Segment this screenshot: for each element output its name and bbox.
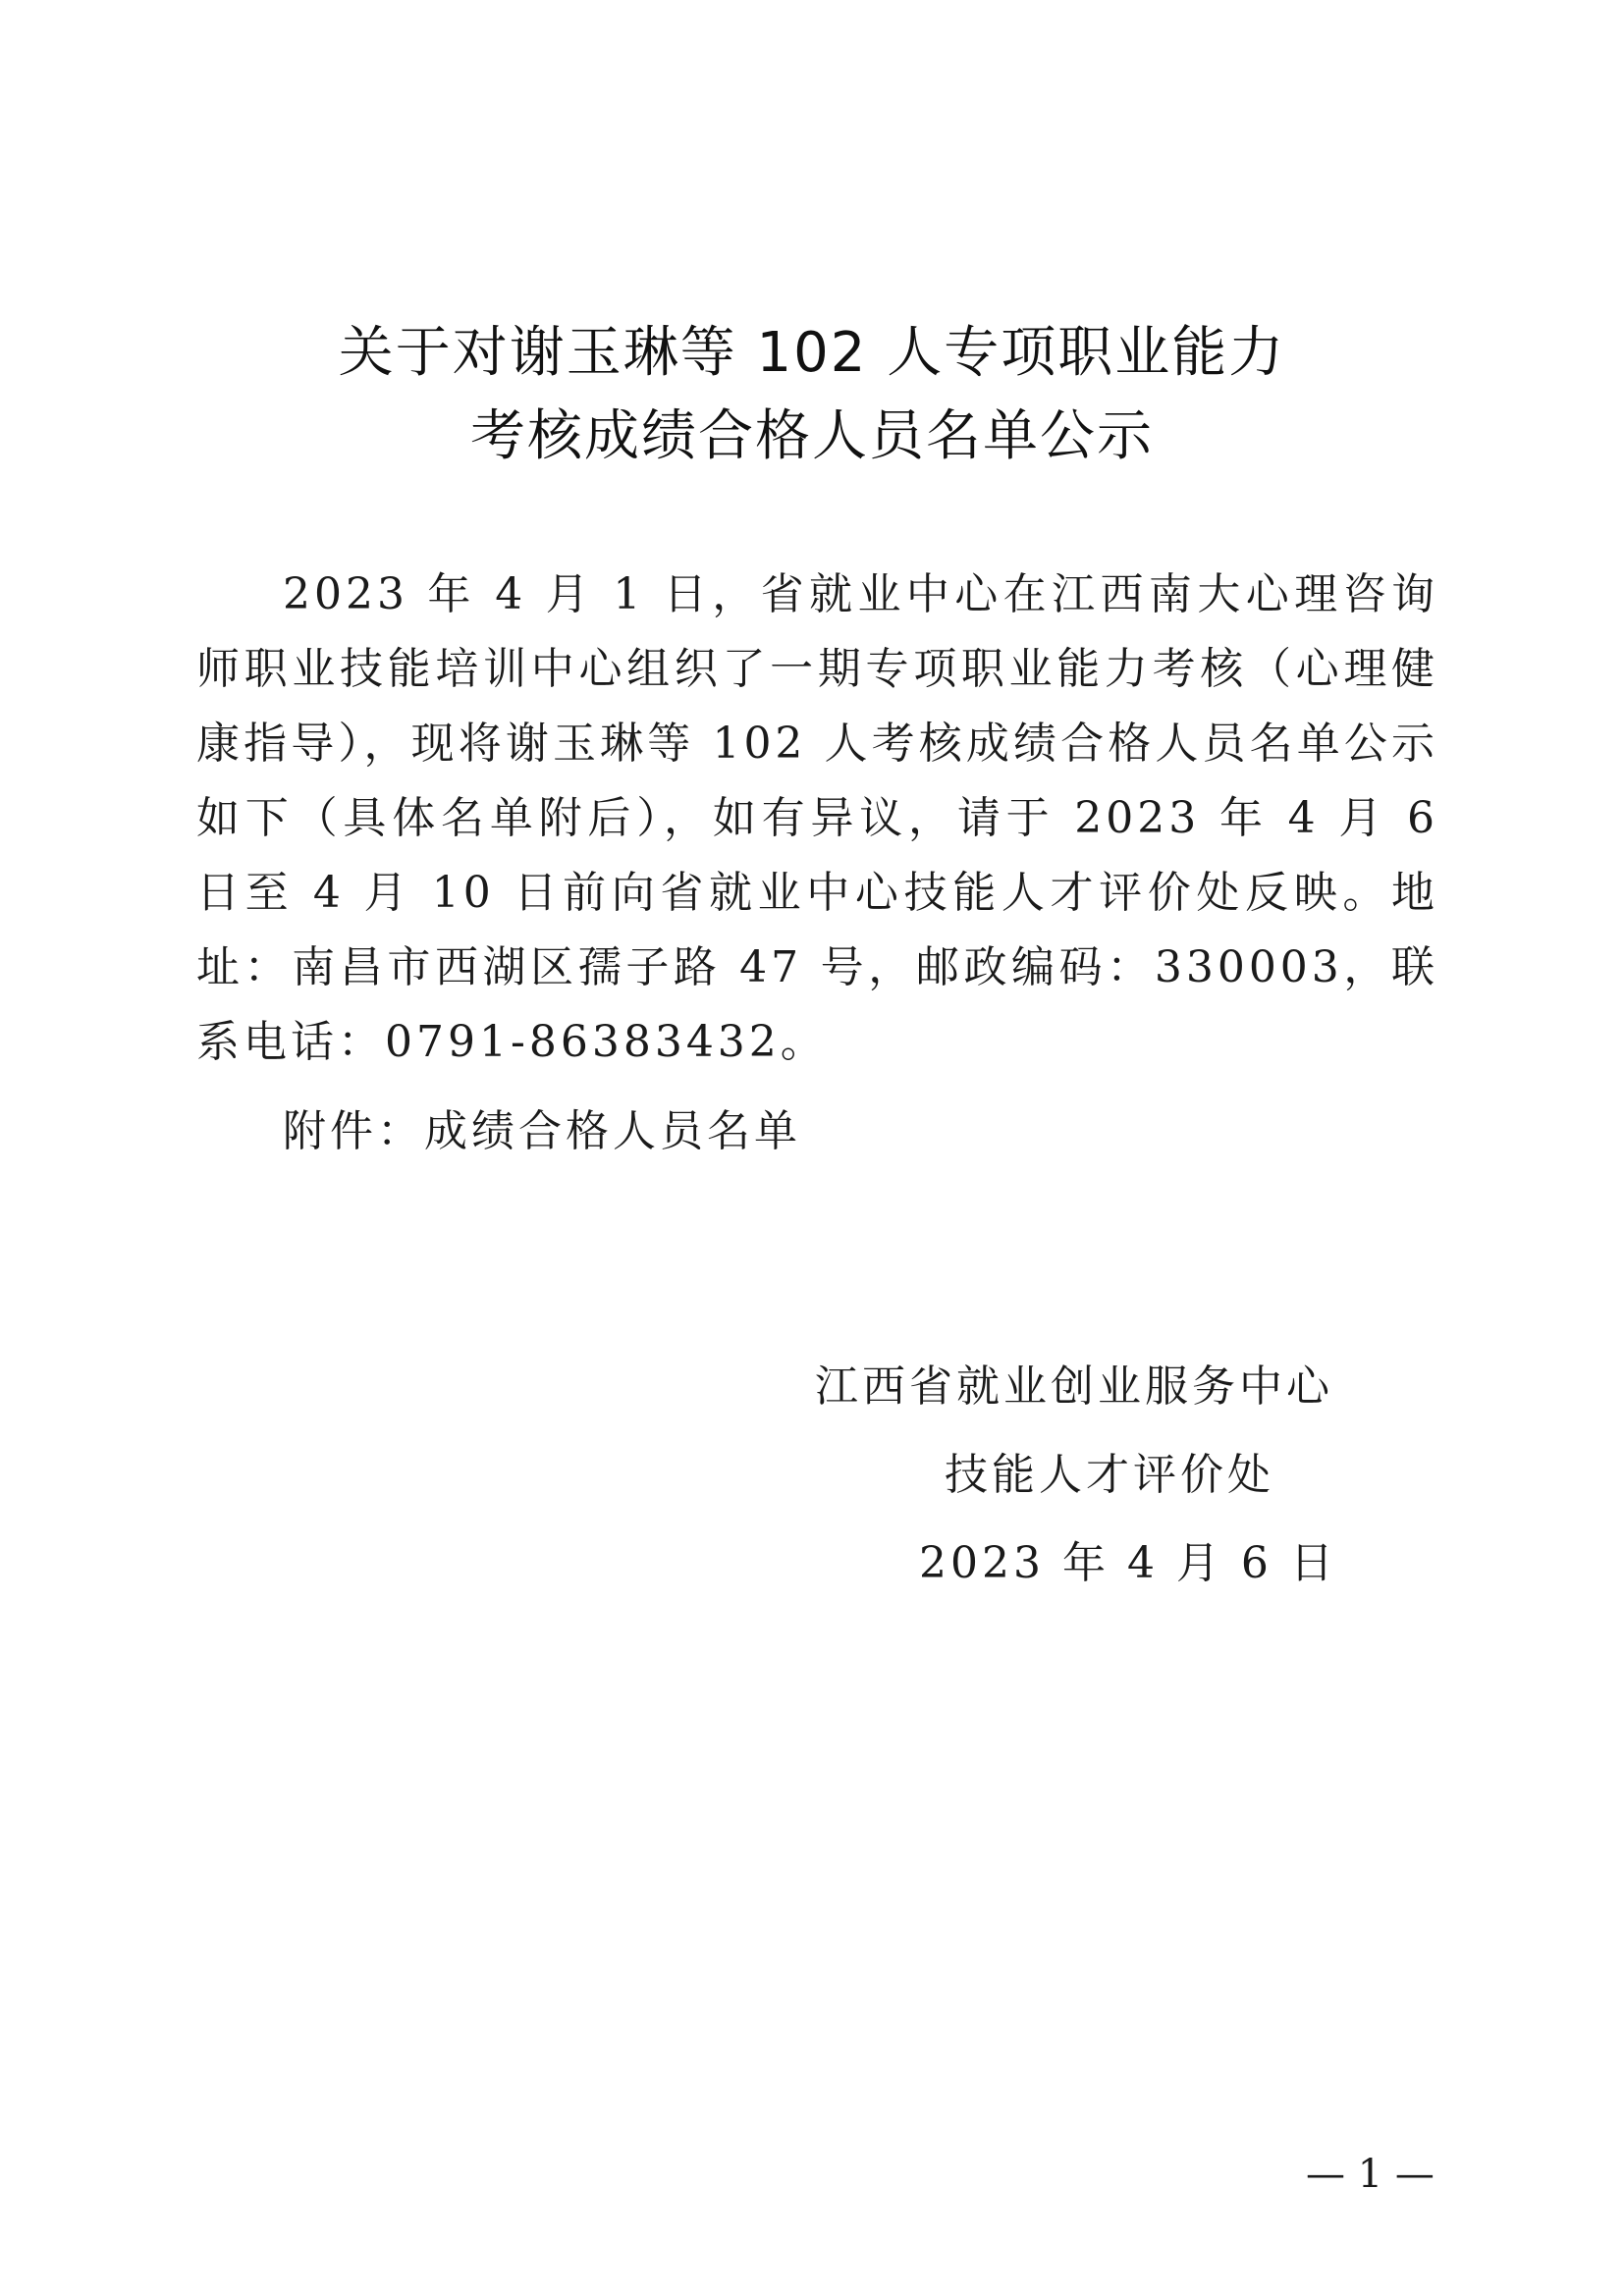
document-title-line-1: 关于对谢玉琳等 102 人专项职业能力 <box>338 321 1286 385</box>
page-number: — 1 — <box>1306 2152 1435 2197</box>
document-title-line-2: 考核成绩合格人员名单公示 <box>470 404 1154 468</box>
body-paragraph: 2023 年 4 月 1 日，省就业中心在江西南大心理咨询师职业技能培训中心组织了一期专项职业能力考核（心理健康指导），现将谢玉琳等 102 人考核成绩合格人员名单公示如下（具体名单附后），如有异议，请于 2023 年 4 月 6 日至 4 月 10 日前向省就业中心技能人才评价处反映。地址：南昌市西湖区孺子路 47 号，邮政编码：330003，联系电话：0791-86383432。 <box>196 569 1438 1067</box>
signature-date: 2023 年 4 月 6 日 <box>919 1538 1337 1588</box>
signature-organization: 江西省就业创业服务中心 <box>815 1362 1333 1412</box>
attachment-note: 附件：成绩合格人员名单 <box>283 1106 801 1156</box>
signature-department: 技能人才评价处 <box>945 1450 1274 1500</box>
